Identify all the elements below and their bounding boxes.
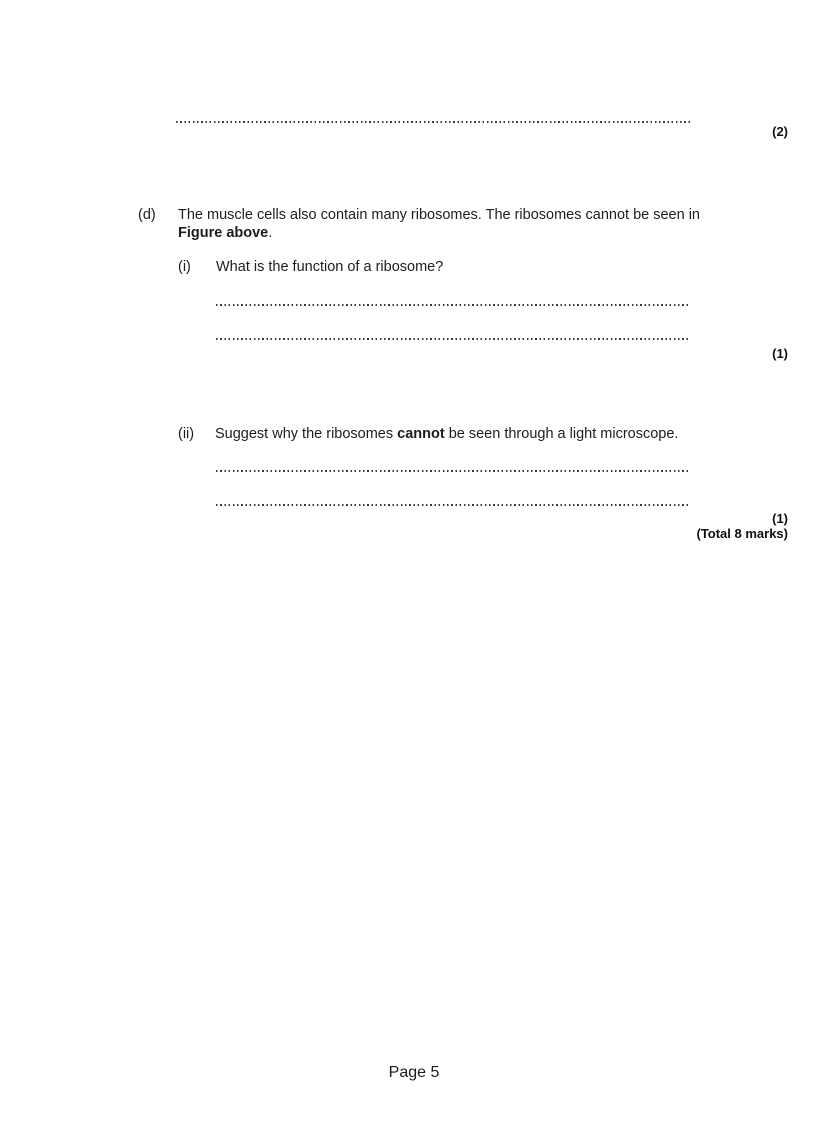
- marks-badge: (1): [772, 511, 788, 526]
- answer-line: [216, 338, 690, 340]
- marks-badge: (2): [772, 124, 788, 139]
- question-d-label: (d): [138, 207, 156, 223]
- part-ii-question-suffix: be seen through a light microscope.: [444, 426, 679, 442]
- marks-badge: (1): [772, 346, 788, 361]
- question-d-stem-suffix: .: [268, 224, 273, 241]
- question-d-stem: [178, 207, 753, 242]
- part-ii-question: [215, 426, 755, 444]
- answer-line: [216, 304, 690, 306]
- answer-line: [216, 504, 690, 506]
- part-ii-question-bold: cannot: [397, 426, 445, 442]
- question-d-stem-bold: Figure above: [178, 224, 269, 241]
- answer-line: [176, 121, 690, 123]
- part-i-label: (i): [178, 259, 191, 275]
- part-i-question: What is the function of a ribosome?: [216, 259, 444, 275]
- total-marks-label: (Total 8 marks): [696, 526, 788, 541]
- part-ii-label: (ii): [178, 426, 195, 442]
- page-number: Page 5: [388, 1064, 440, 1081]
- answer-line: [216, 470, 690, 472]
- question-d-stem-line1: The muscle cells also contain many ribosomes. The ribosomes cannot be seen in: [178, 207, 700, 223]
- part-ii-question-prefix: Suggest why the ribosomes: [215, 426, 398, 442]
